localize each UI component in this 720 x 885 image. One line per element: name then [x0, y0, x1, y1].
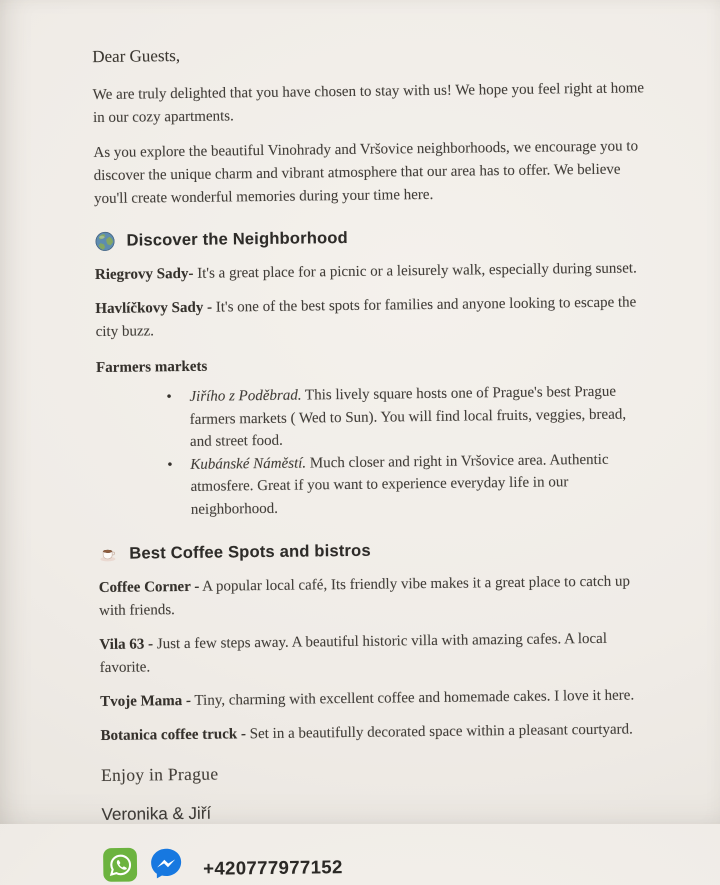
market-description: This lively square hosts one of Prague's best Prague farmers markets ( Wed to Sun). You will find local fruits, veggies, bread, and street food.: [189, 383, 627, 450]
coffee-section-heading: [98, 535, 651, 566]
coffee-heading-label: Best Coffee Spots and bistros: [129, 541, 371, 563]
neighborhood-section-heading: [94, 222, 647, 253]
cafe-name: Tvoje Mama -: [100, 692, 192, 711]
globe-icon: [94, 230, 115, 251]
place-name: Havlíčkovy Sady -: [95, 299, 213, 318]
closing-line: Enjoy in Prague: [100, 763, 219, 786]
place-description: It's a great place for a picnic or a leisurely walk, especially during sunset.: [197, 260, 637, 282]
market-name: Kubánské Náměstí.: [190, 454, 307, 473]
cafe-name: Botanica coffee truck -: [100, 726, 247, 745]
coffee-icon: [98, 544, 118, 564]
signature: Veronika & Jiří: [101, 803, 212, 825]
cafe-name: Vila 63 -: [99, 636, 154, 654]
place-name: Riegrovy Sady-: [94, 265, 194, 284]
cafe-entry-vila-63: [99, 627, 653, 680]
contact-row: [102, 837, 655, 884]
place-description: It's one of the best spots for families and anyone looking to escape the city buzz.: [95, 294, 637, 341]
cafe-description: A popular local café, Its friendly vibe makes it a great place to catch up with friends.: [98, 573, 631, 620]
farmers-markets-heading: Farmers markets: [95, 358, 208, 377]
cafe-entry-botanica: [100, 718, 653, 748]
cafe-description: Just a few steps away. A beautiful historic villa with amazing cafes. A local favorite.: [99, 630, 608, 677]
market-item-jiriho: [96, 380, 650, 454]
market-description: Much closer and right in Vršovice area. Authentic atmosfere. Great if you want to experience everyday life in our neighborhood.: [190, 451, 609, 518]
market-name: Jiřího z Poděbrad.: [189, 387, 302, 405]
cafe-entry-coffee-corner: [99, 570, 653, 623]
cafe-description: Set in a beautifully decorated space within a pleasant courtyard.: [249, 721, 633, 743]
messenger-icon: [146, 843, 186, 883]
cafe-name: Coffee Corner -: [98, 578, 200, 597]
intro-paragraph-2: As you explore the beautiful Vinohrady and Vršovice neighborhoods, we encourage you to discover the unique charm and vibrant atmosphere that our area has to offer. We believe you'll create wonderful memories during your time here.: [93, 138, 639, 208]
intro-paragraph-1: We are truly delighted that you have chosen to stay with us! We hope you feel right at home in our cozy apartments.: [92, 80, 645, 127]
cafe-entry-tvoje-mama: [100, 684, 653, 714]
cafe-description: Tiny, charming with excellent coffee and homemade cakes. I love it here.: [194, 687, 635, 709]
farmers-markets-list: [96, 380, 651, 522]
place-entry-havlickovy: [95, 291, 649, 344]
neighborhood-heading-label: Discover the Neighborhood: [126, 228, 348, 250]
greeting: Dear Guests,: [92, 45, 181, 67]
phone-number: +420777977152: [203, 855, 343, 879]
whatsapp-icon: [102, 845, 139, 882]
place-entry-riegrovy: [95, 257, 648, 287]
market-item-kubanske: [97, 448, 651, 522]
